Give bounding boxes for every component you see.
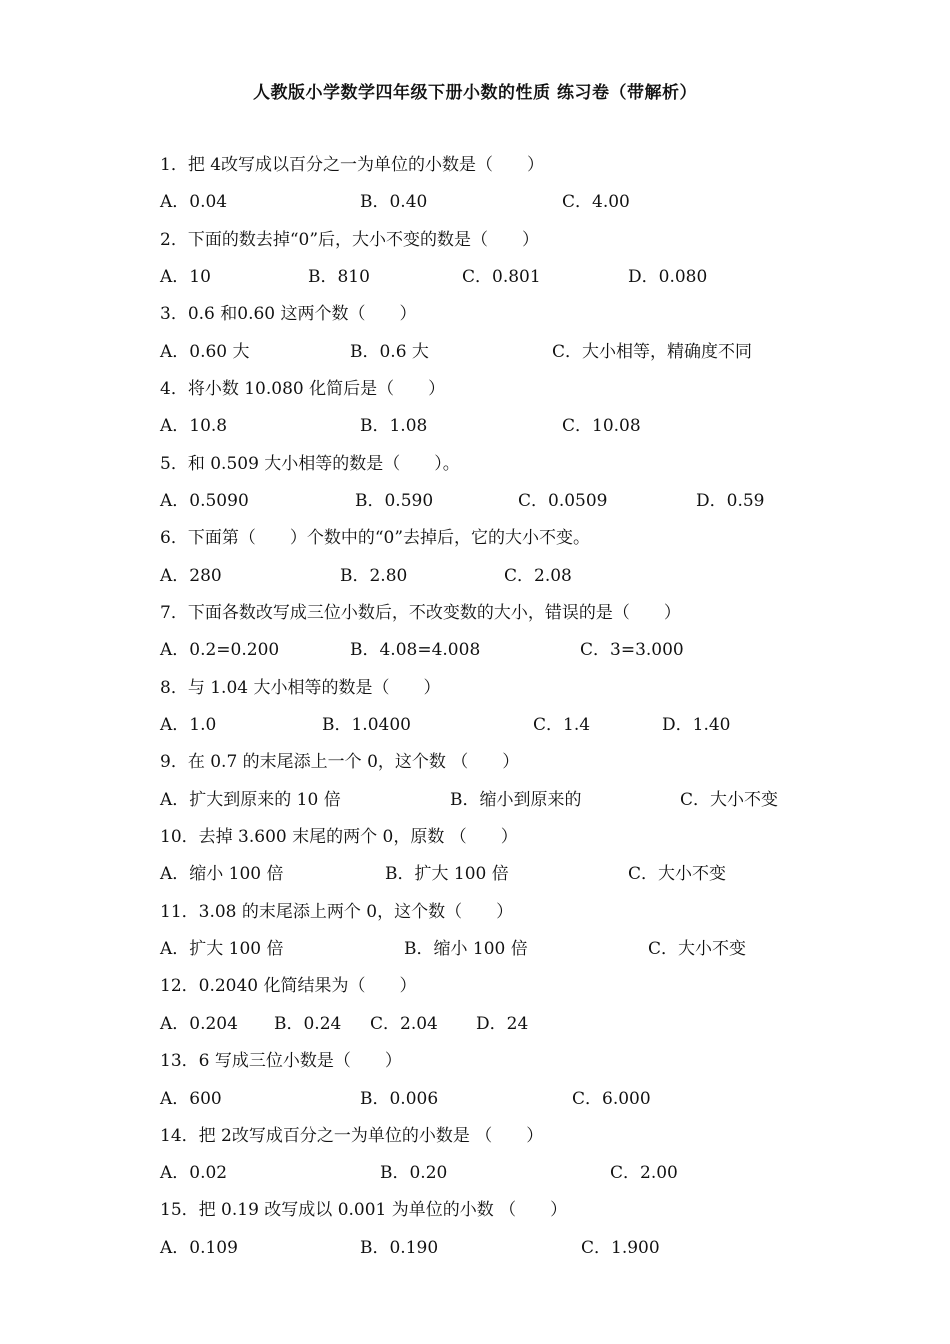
question-8: 8．与 1.04 大小相等的数是（ ）: [160, 678, 441, 698]
q10-option-c: C．大小不变: [628, 864, 727, 884]
q10-option-b: B．扩大 100 倍: [385, 864, 509, 884]
q14-option-b: B．0.20: [380, 1163, 448, 1183]
q15-option-a: A．0.109: [160, 1238, 238, 1258]
q12-option-c: C．2.04: [370, 1014, 438, 1034]
q8-option-b: B．1.0400: [322, 715, 411, 735]
q5-option-a: A．0.5090: [160, 491, 249, 511]
q10-option-a: A．缩小 100 倍: [160, 864, 284, 884]
question-9: 9．在 0.7 的末尾添上一个 0，这个数 （ ）: [160, 752, 520, 772]
q2-option-a: A．10: [160, 267, 211, 287]
q6-option-a: A．280: [160, 566, 222, 586]
q11-option-b: B．缩小 100 倍: [404, 939, 528, 959]
q7-option-c: C．3=3.000: [580, 640, 684, 660]
q5-option-c: C．0.0509: [518, 491, 608, 511]
q2-option-c: C．0.801: [462, 267, 541, 287]
question-7: 7．下面各数改写成三位小数后，不改变数的大小，错误的是（ ）: [160, 603, 681, 623]
q1-option-c: C．4.00: [562, 192, 630, 212]
question-4: 4．将小数 10.080 化简后是（ ）: [160, 379, 446, 399]
q5-option-b: B．0.590: [355, 491, 434, 511]
q2-option-d: D．0.080: [628, 267, 708, 287]
q6-option-b: B．2.80: [340, 566, 408, 586]
q6-option-c: C．2.08: [504, 566, 572, 586]
q13-option-b: B．0.006: [360, 1089, 439, 1109]
question-3: 3．0.6 和0.60 这两个数（ ）: [160, 304, 417, 324]
q2-option-b: B．810: [308, 267, 370, 287]
q12-option-a: A．0.204: [160, 1014, 238, 1034]
q12-option-d: D．24: [476, 1014, 529, 1034]
question-5: 5．和 0.509 大小相等的数是（ ）。: [160, 454, 460, 474]
question-2: 2．下面的数去掉“0”后，大小不变的数是（ ）: [160, 230, 540, 250]
question-10: 10．去掉 3.600 末尾的两个 0，原数 （ ）: [160, 827, 518, 847]
q8-option-a: A．1.0: [160, 715, 217, 735]
q15-option-b: B．0.190: [360, 1238, 439, 1258]
q8-option-d: D．1.40: [662, 715, 731, 735]
q13-option-c: C．6.000: [572, 1089, 651, 1109]
q9-option-a: A．扩大到原来的 10 倍: [160, 790, 341, 810]
q4-option-a: A．10.8: [160, 416, 228, 436]
q3-option-b: B．0.6 大: [350, 342, 429, 362]
q8-option-c: C．1.4: [533, 715, 591, 735]
q3-option-c: C．大小相等，精确度不同: [552, 342, 753, 362]
q5-option-d: D．0.59: [696, 491, 765, 511]
q9-option-b: B．缩小到原来的: [450, 790, 582, 810]
q3-option-a: A．0.60 大: [160, 342, 250, 362]
q1-option-a: A．0.04: [160, 192, 228, 212]
q1-option-b: B．0.40: [360, 192, 428, 212]
question-15: 15．把 0.19 改写成以 0.001 为单位的小数 （ ）: [160, 1200, 568, 1220]
question-6: 6．下面第（ ）个数中的“0”去掉后，它的大小不变。: [160, 528, 591, 548]
question-14: 14．把 2改写成百分之一为单位的小数是 （ ）: [160, 1126, 544, 1146]
q4-option-b: B．1.08: [360, 416, 428, 436]
q4-option-c: C．10.08: [562, 416, 641, 436]
question-11: 11．3.08 的末尾添上两个 0，这个数（ ）: [160, 902, 514, 922]
q14-option-a: A．0.02: [160, 1163, 228, 1183]
q9-option-c: C．大小不变: [680, 790, 779, 810]
q15-option-c: C．1.900: [581, 1238, 660, 1258]
q11-option-c: C．大小不变: [648, 939, 747, 959]
page-title: 人教版小学数学四年级下册小数的性质 练习卷（带解析）: [253, 83, 697, 103]
q11-option-a: A．扩大 100 倍: [160, 939, 284, 959]
q14-option-c: C．2.00: [610, 1163, 678, 1183]
q7-option-b: B．4.08=4.008: [350, 640, 481, 660]
question-12: 12．0.2040 化简结果为（ ）: [160, 976, 417, 996]
q12-option-b: B．0.24: [274, 1014, 342, 1034]
question-1: 1．把 4改写成以百分之一为单位的小数是（ ）: [160, 155, 545, 175]
q7-option-a: A．0.2=0.200: [160, 640, 280, 660]
q13-option-a: A．600: [160, 1089, 222, 1109]
question-13: 13．6 写成三位小数是（ ）: [160, 1051, 402, 1071]
